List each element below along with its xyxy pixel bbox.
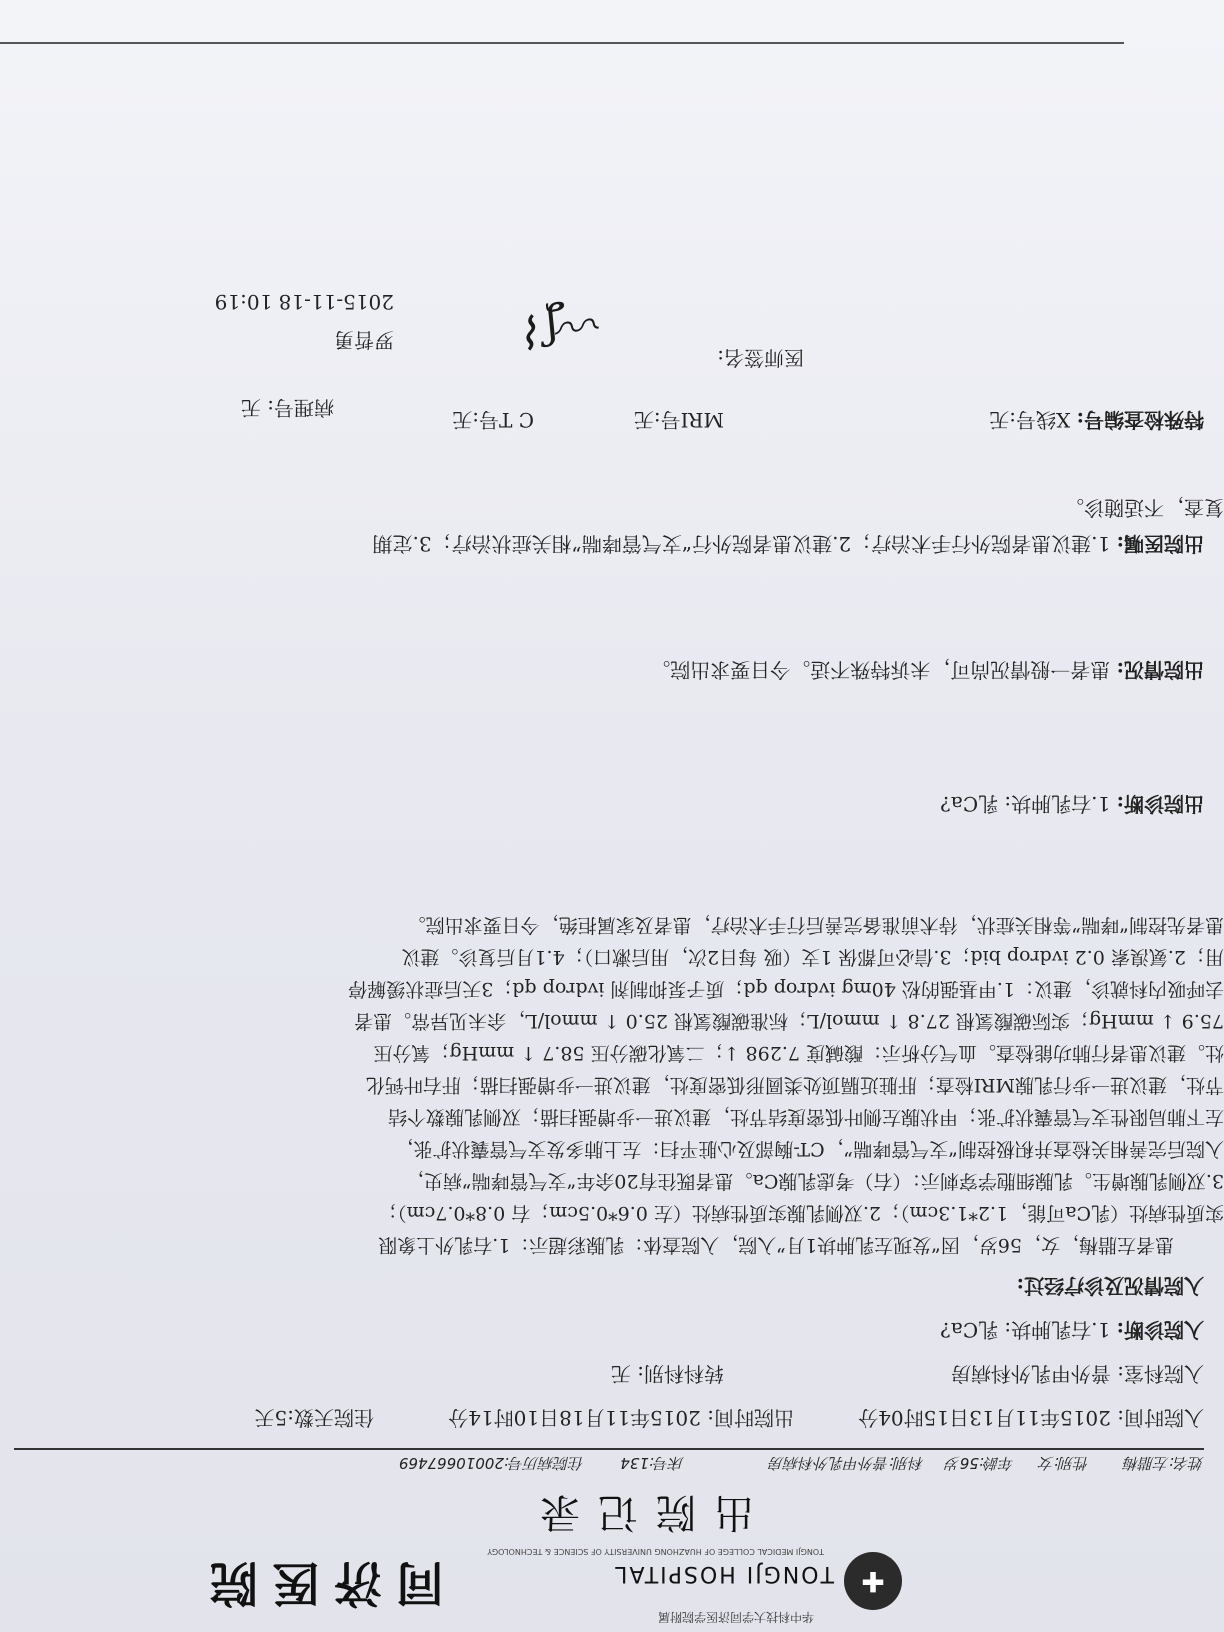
discharge-advice-label: 出院医嘱: — [1116, 532, 1204, 556]
mri-number: MRI号:无 — [633, 408, 724, 432]
hospital-name-cn: 同济医院 — [195, 1555, 444, 1611]
hospital-name-en: TONGJI HOSPITAL — [613, 1561, 834, 1586]
patient-gender: 性别:女 — [1038, 1454, 1089, 1472]
special-exam-label: 特殊检查编号: — [1076, 408, 1204, 432]
transfer-department: 转科科别: 无 — [610, 1362, 724, 1386]
sign-time: 2015-11-18 10:19 — [214, 290, 394, 314]
admit-diagnosis — [940, 1317, 1204, 1346]
doctor-signature-label: 医师签名: — [717, 346, 804, 370]
discharge-status-label: 出院情况: — [1116, 658, 1204, 682]
course-line: 左下肺局限性支气管囊状扩张；甲状腺左侧叶低密度结节灶，建议进一步增强扫描；双侧乳腺数个结 — [387, 1106, 1224, 1128]
patient-name: 姓名:左腊梅 — [1123, 1454, 1204, 1472]
discharge-advice — [373, 531, 1204, 560]
special-exam-numbers — [989, 407, 1204, 436]
course-line: 节灶，建议进一步行乳腺MRI检查；肝脏近膈顶处类圆形低密度灶，建议进一步增强扫描；肝右叶钙化 — [365, 1074, 1224, 1096]
document-title: 出院记录 — [522, 1489, 754, 1535]
doctor-signature-handwriting: 〰ʆ⌇ — [520, 294, 607, 357]
hospital-days: 住院天数:5天 — [254, 1406, 374, 1430]
course-line: 入院后完善相关检查并积极控制“支气管哮喘”，CT-胸部及心脏平扫：左上肺多发支气管囊状扩张， — [394, 1138, 1224, 1160]
course-line: 患者先控制“哮喘”等相关症状，待术前准备完善后行手术治疗，患者及家属拒绝，今日要求出院。 — [406, 914, 1224, 936]
course-label: 入院情况及诊疗经过: — [1016, 1274, 1204, 1298]
discharge-status — [650, 657, 1204, 686]
discharge-advice-line1: 1.建议患者院外行手术治疗；2.建议患者院外行“支气管哮喘”相关症状治疗；3.定期 — [372, 532, 1111, 556]
course-line: 3.双侧乳腺增生。乳腺细胞学穿刺示：（右）考虑乳腺Ca。患者既往有20余年“支气管哮喘”病史， — [404, 1170, 1224, 1192]
discharge-diagnosis-label: 出院诊断: — [1116, 792, 1204, 816]
patient-bed: 床号:134 — [620, 1454, 684, 1472]
discharge-advice-line2: 复查，不适随诊。 — [1064, 496, 1224, 520]
doctor-name: 罗哲勇 — [334, 328, 394, 352]
course-line: 灶。建议患者行肺功能检查。血气分析示：酸碱度 7.298 ↓；二氧化碳分压 58.7 ↑ mmHg；氧分压 — [373, 1042, 1224, 1064]
course-line: 75.9 ↓ mmHg；实际碳酸氢根 27.8 ↑ mmol/L；标准碳酸氢根 25.0 ↑ mmol/L，余未见异常。患者 — [354, 1010, 1224, 1032]
course-line: 用；2.氨溴索 0.2 ivdrop bid；3.信必可都保 1支（吸 每日2次，用后漱口）；4.1月后复诊。建议 — [401, 946, 1224, 968]
university-name: 华中科技大学同济医学院附属 — [657, 1610, 814, 1624]
discharge-time: 出院时间: 2015年11月18日10时14分 — [448, 1406, 794, 1430]
pathology-number: 病理号: 无 — [240, 396, 334, 420]
course-line: 患者左腊梅，女，56岁，因“发现左乳肿块1月”入院，入院查体：乳腺彩超示：1.右乳外上象限 — [378, 1234, 1174, 1256]
discharge-status-value: 患者一般情况尚可，未诉特殊不适。今日要求出院。 — [650, 658, 1111, 682]
bottom-rule — [0, 42, 1124, 44]
university-name-en: TONGJI MEDICAL COLLEGE OF HUAZHONG UNIVERSITY OF SCIENCE & TECHNOLOGY — [487, 1547, 824, 1556]
admit-time: 入院时间: 2015年11月13日15时04分 — [858, 1406, 1204, 1430]
course-line: 去呼吸内科就诊，建议：1.甲基强的松 40mg ivdrop qd；质子泵抑制剂 ivdrop qd；3天后症状缓解停 — [348, 978, 1224, 1000]
admit-diagnosis-value: 1.右乳肿块: 乳Ca? — [940, 1318, 1111, 1342]
hospital-logo: ✚ — [844, 1552, 902, 1610]
admit-ward: 入院科室: 普外甲乳外科病房 — [950, 1362, 1204, 1386]
xray-number: X线号:无 — [989, 408, 1071, 432]
discharge-diagnosis — [940, 791, 1204, 820]
patient-record-number: 住院病历号:20010667469 — [398, 1454, 584, 1472]
discharge-diagnosis-value: 1.右乳肿块: 乳Ca? — [940, 792, 1111, 816]
course-line: 实质性病灶（乳Ca可能，1.2*1.3cm）；2.双侧乳腺实质性病灶（左 0.6*0.5cm；右 0.8*0.7cm）； — [378, 1202, 1224, 1224]
header-rule — [14, 1448, 1204, 1450]
ct-number: C T号:无 — [452, 408, 534, 432]
patient-department: 科别:普外甲乳外科病房 — [768, 1454, 924, 1472]
admit-diagnosis-label: 入院诊断: — [1116, 1318, 1204, 1342]
patient-age: 年龄:56岁 — [944, 1454, 1014, 1472]
